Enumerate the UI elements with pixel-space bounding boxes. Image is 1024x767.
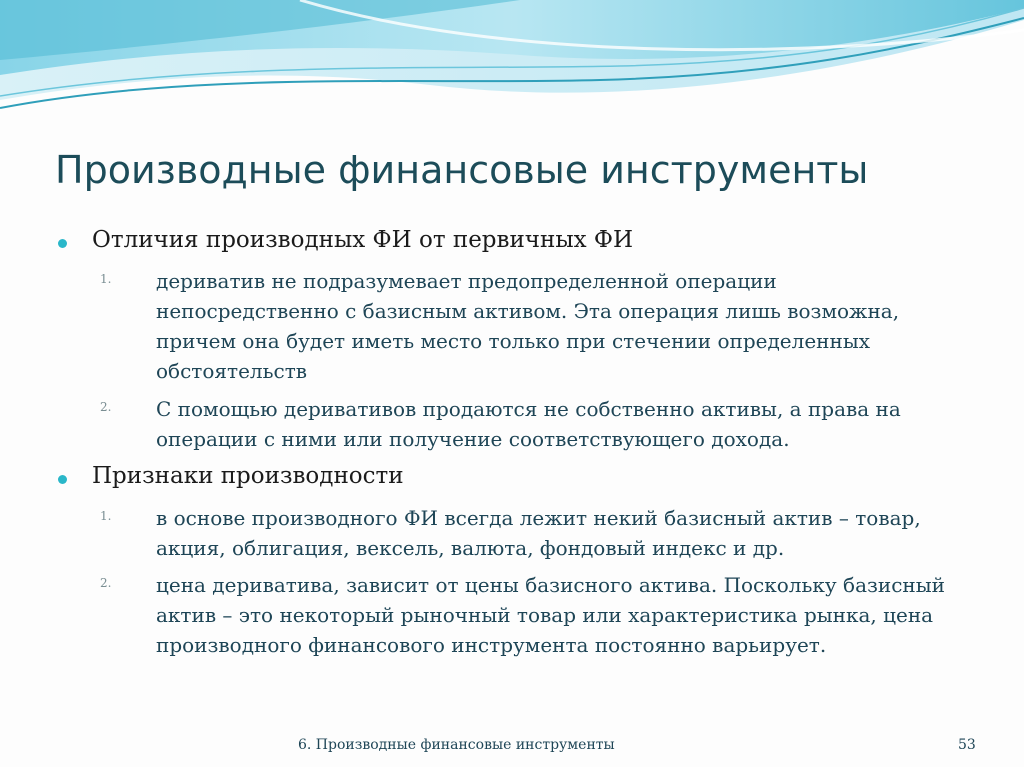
bullet-dot-icon — [58, 239, 67, 248]
item-number: 2. — [100, 400, 112, 414]
slide-title: Производные финансовые инструменты — [55, 148, 869, 192]
item-text: цена дериватива, зависит от цены базисного актива. Поскольку базисный актив – это некоторый рыночный товар или характеристика рынка, цена производного финансового инструмента постоянно варьирует. — [156, 573, 946, 657]
item-number: 1. — [100, 509, 112, 523]
item-text: С помощью деривативов продаются не собственно активы, а права на операции с ними или получение соответствующего дохода. — [156, 397, 901, 451]
item-number: 1. — [100, 272, 112, 286]
slide: Производные финансовые инструменты Отличия производных ФИ от первичных ФИ 1. дериватив не подразумевает предопределенной операции непосредственно с базисным активом. Эта операция лишь возможна, причем она будет иметь место только при стечении определенных обстоятельств 2. С помощью деривативов продаются не собственно активы, а права на операции с ними или получение соответствующего дохода. Признаки производности 1. в основе производного ФИ всегда лежит некий базисный актив – товар, акция, облигация, вексель, валюта, фондовый индекс и др. 2. цена дериватива, зависит от цены базисного актива. Поскольку базисный актив – это некоторый рыночный товар или характеристика рынка, цена производного финансового инструмента постоянно варьирует. 6. Производные финансовые инструменты 53 — [0, 0, 1024, 767]
footer-title: 6. Производные финансовые инструменты — [298, 737, 615, 753]
header-wave-decoration — [0, 0, 1024, 140]
item-text: дериватив не подразумевает предопределенной операции непосредственно с базисным активом. Эта операция лишь возможна, причем она будет иметь место только при стечении определенных обстоятельств — [156, 269, 900, 383]
item-number: 2. — [100, 576, 112, 590]
bullet-dot-icon — [58, 475, 67, 484]
page-number: 53 — [958, 737, 976, 753]
item-text: в основе производного ФИ всегда лежит некий базисный актив – товар, акция, облигация, вексель, валюта, фондовый индекс и др. — [156, 506, 921, 560]
